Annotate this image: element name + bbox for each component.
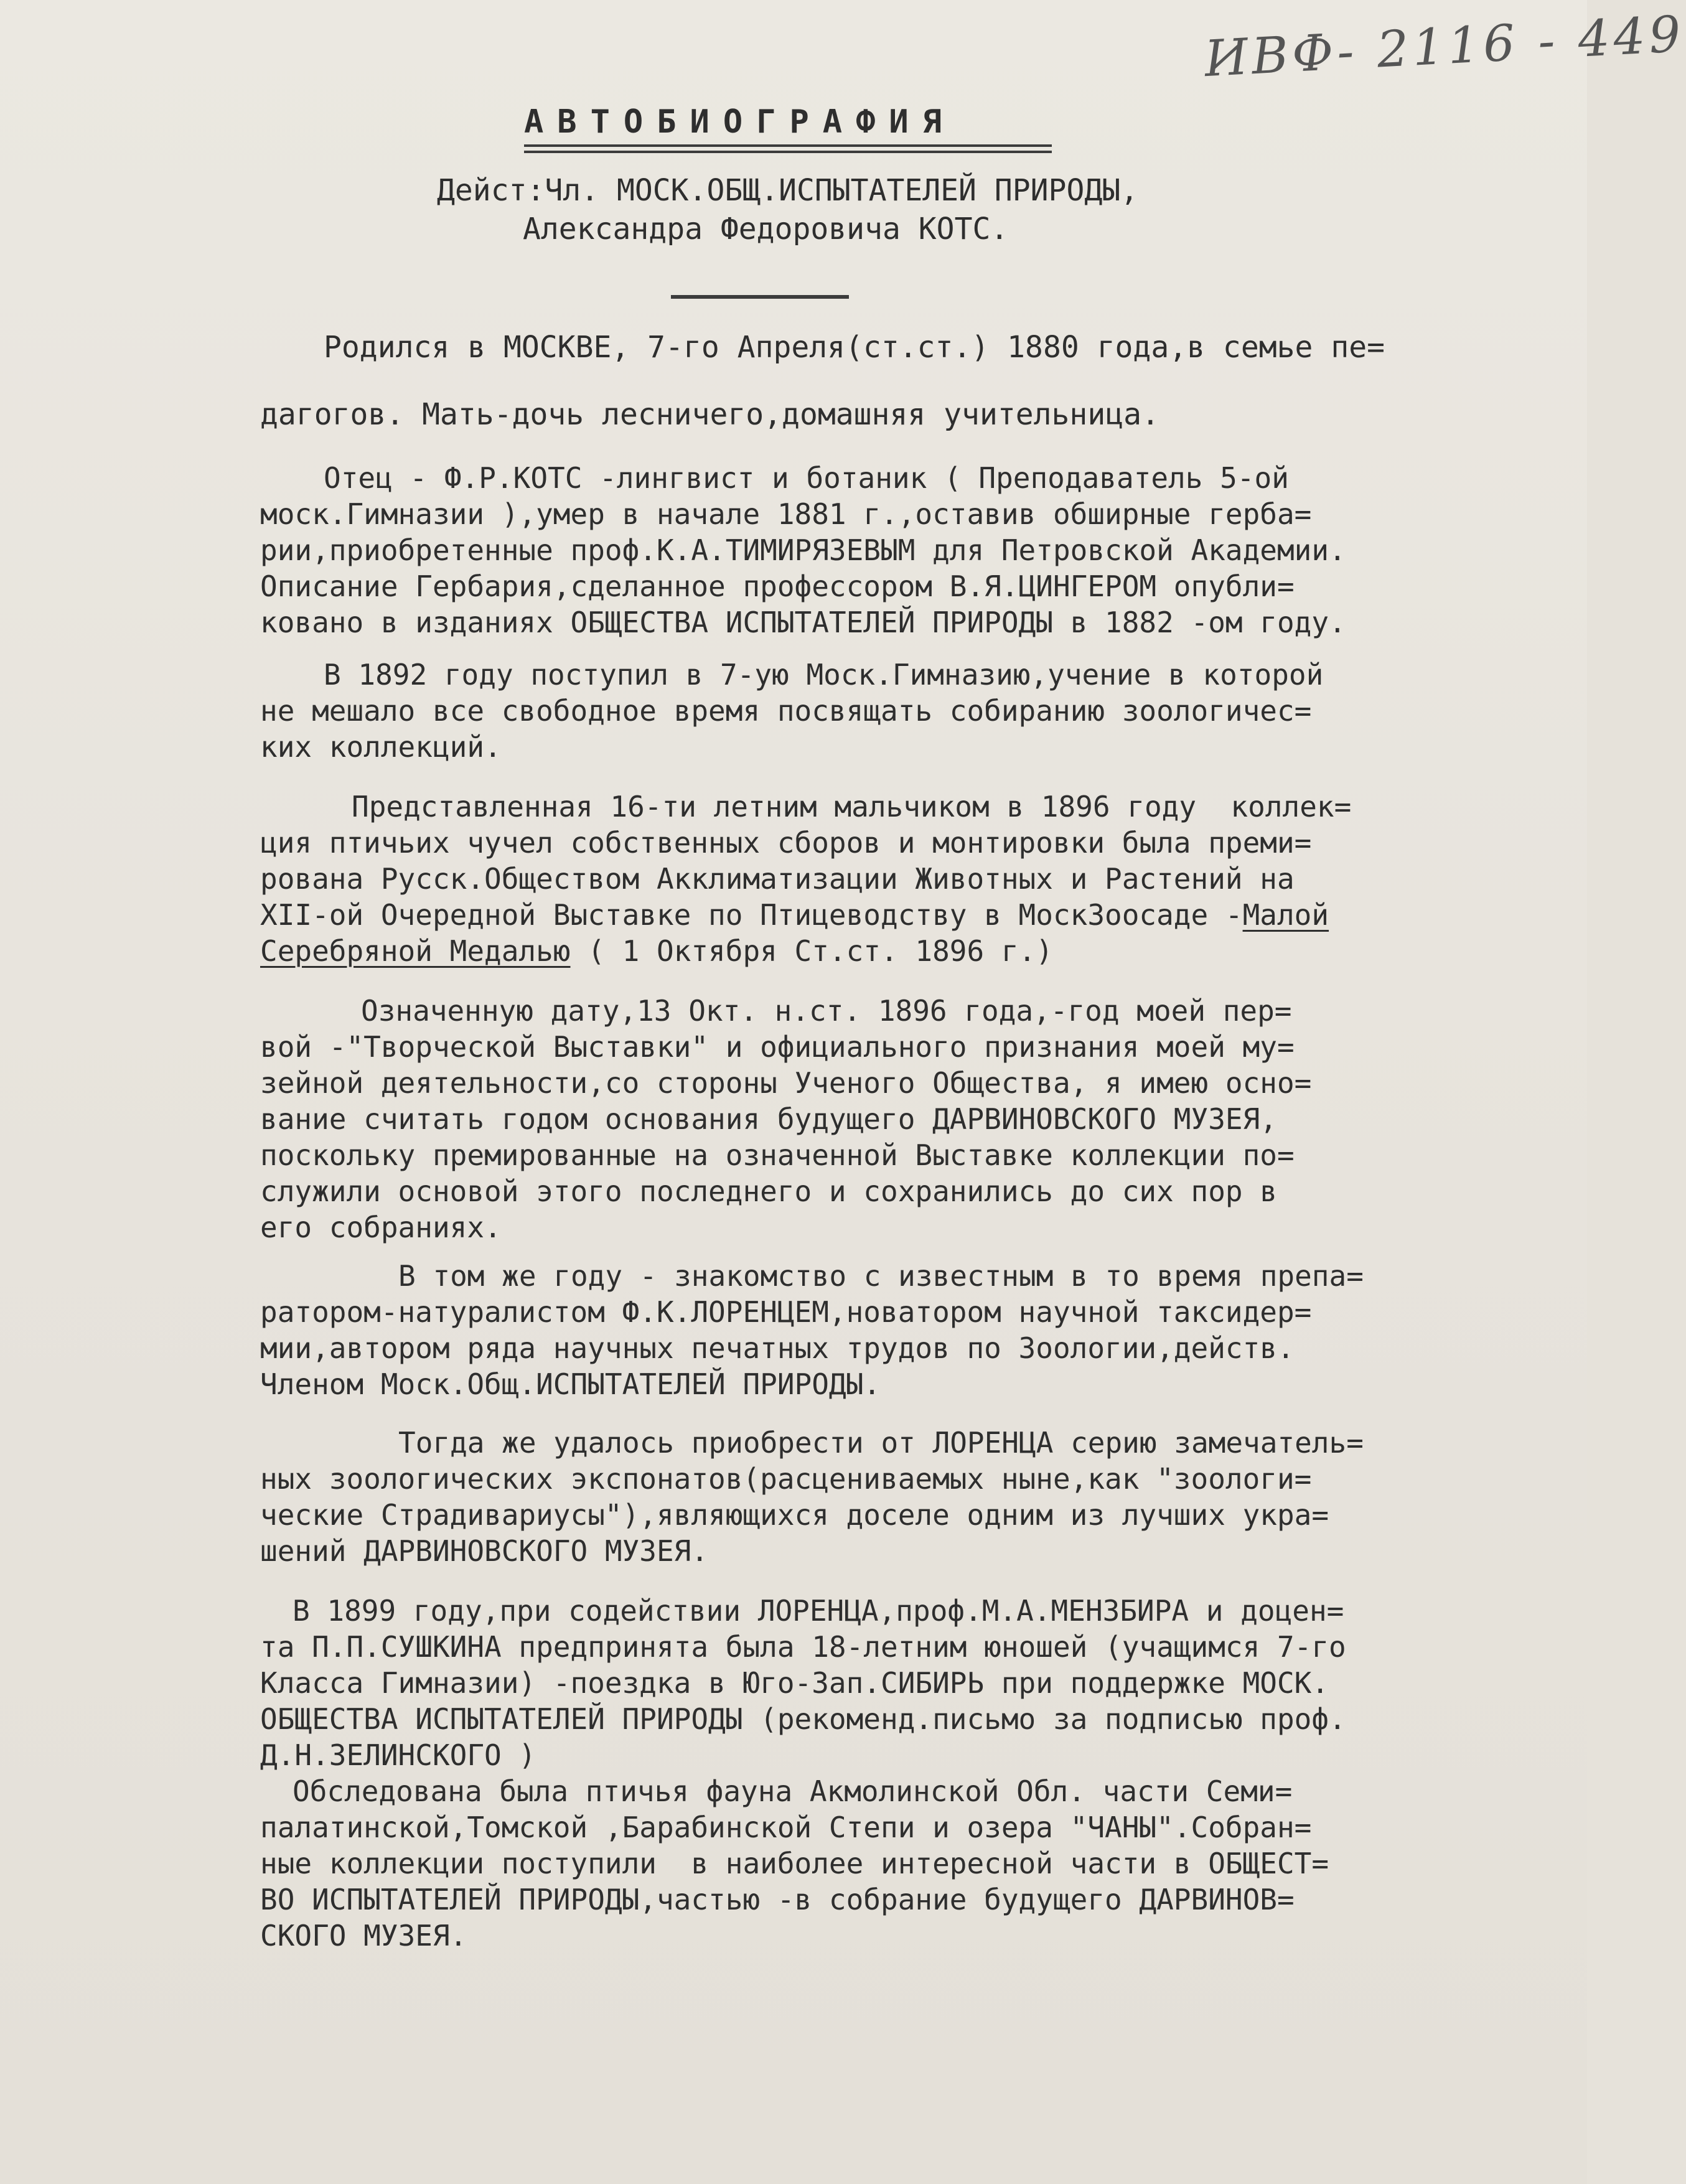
text-line: служили основой этого последнего и сохранились до сих пор в — [260, 1174, 1277, 1208]
text-line: дагогов. Мать-дочь лесничего,домашняя учительница. — [260, 397, 1159, 432]
underlined-award: Малой — [1242, 898, 1329, 932]
text-line: Д.Н.ЗЕЛИНСКОГО ) — [260, 1738, 536, 1772]
text-line: ные коллекции поступили в наиболее интересной части в ОБЩЕСТ= — [260, 1847, 1329, 1880]
text-line: ция птичьих чучел собственных сборов и монтировки была преми= — [260, 826, 1312, 860]
header-separator — [671, 295, 849, 299]
text-line: Класса Гимназии) -поездка в Юго-Зап.СИБИРЬ при поддержке МОСК. — [260, 1666, 1329, 1700]
text-segment: XII-ой Очередной Выставке по Птицеводству в МоскЗоосаде - — [260, 898, 1243, 932]
text-line: СКОГО МУЗЕЯ. — [260, 1919, 467, 1952]
text-line: ческие Страдивариусы"),являющихся доселе одним из лучших укра= — [260, 1498, 1329, 1532]
text-line: его собраниях. — [260, 1211, 502, 1244]
text-line: ковано в изданиях ОБЩЕСТВА ИСПЫТАТЕЛЕЙ ПРИРОДЫ в 1882 -ом году. — [260, 606, 1346, 639]
text-line: рии,приобретенные проф.К.А.ТИМИРЯЗЕВЫМ для Петровской Академии. — [260, 533, 1346, 567]
title-double-rule-bottom — [524, 151, 1052, 153]
text-line: Тогда же удалось приобрести от ЛОРЕНЦА серию замечатель= — [398, 1426, 1364, 1460]
text-line: ных зоологических экспонатов(расцениваемых ныне,как "зоологи= — [260, 1462, 1312, 1496]
text-line: поскольку премированные на означенной Выставке коллекции по= — [260, 1138, 1295, 1172]
text-line: Представленная 16-ти летним мальчиком в 1896 году коллек= — [352, 790, 1352, 823]
text-line: В том же году - знакомство с известным в то время препа= — [398, 1259, 1364, 1293]
text-segment: ( 1 Октября Ст.ст. 1896 г.) — [570, 934, 1053, 968]
text-line: та П.П.СУШКИНА предпринята была 18-летним юношей (учащимся 7-го — [260, 1630, 1346, 1664]
text-line: мии,автором ряда научных печатных трудов по Зоологии,действ. — [260, 1331, 1295, 1365]
text-line: ких коллекций. — [260, 730, 502, 764]
text-line: вой -"Творческой Выставки" и официального признания моей му= — [260, 1030, 1295, 1064]
text-line: моск.Гимназии ),умер в начале 1881 г.,оставив обширные герба= — [260, 497, 1312, 531]
text-line: шений ДАРВИНОВСКОГО МУЗЕЯ. — [260, 1534, 709, 1568]
text-line: рована Русск.Обществом Акклиматизации Животных и Растений на — [260, 862, 1295, 896]
text-line: В 1892 году поступил в 7-ую Моск.Гимназию,учение в которой — [324, 658, 1324, 691]
underlined-award: Серебряной Медалью — [260, 934, 571, 968]
archive-handwritten-mark: ИВФ- 2116 - 449 — [1203, 4, 1686, 88]
text-line: Родился в МОСКВЕ, 7-го Апреля(ст.ст.) 1880 года,в семье пе= — [324, 330, 1385, 365]
text-line — [260, 898, 1329, 932]
text-line: Членом Моск.Общ.ИСПЫТАТЕЛЕЙ ПРИРОДЫ. — [260, 1367, 881, 1401]
text-line: Означенную дату,13 Окт. н.ст. 1896 года,-год моей пер= — [361, 994, 1292, 1028]
text-line: ратором-натуралистом Ф.К.ЛОРЕНЦЕМ,новатором научной таксидер= — [260, 1295, 1312, 1329]
text-line: В 1899 году,при содействии ЛОРЕНЦА,проф.М.А.МЕНЗБИРА и доцен= — [293, 1594, 1344, 1628]
text-line: Отец - Ф.Р.КОТС -лингвист и ботаник ( Преподаватель 5-ой — [324, 461, 1289, 495]
title-double-rule-top — [524, 144, 1052, 147]
document-title: АВТОБИОГРАФИЯ — [524, 103, 955, 141]
text-line: не мешало все свободное время посвящать собиранию зоологичес= — [260, 694, 1312, 728]
header-subtitle-name: Александра Федоровича КОТС. — [523, 212, 1009, 246]
text-line — [260, 934, 1053, 968]
text-line: Описание Гербария,сделанное профессором В.Я.ЦИНГЕРОМ опубли= — [260, 569, 1295, 603]
text-line: вание считать годом основания будущего ДАРВИНОВСКОГО МУЗЕЯ, — [260, 1102, 1277, 1136]
header-subtitle-membership: Дейст:Чл. МОСК.ОБЩ.ИСПЫТАТЕЛЕЙ ПРИРОДЫ, — [437, 173, 1139, 208]
text-line: ВО ИСПЫТАТЕЛЕЙ ПРИРОДЫ,частью -в собрание будущего ДАРВИНОВ= — [260, 1883, 1295, 1916]
text-line: палатинской,Томской ,Барабинской Степи и озера "ЧАНЫ".Собран= — [260, 1811, 1312, 1844]
text-line: ОБЩЕСТВА ИСПЫТАТЕЛЕЙ ПРИРОДЫ (рекоменд.письмо за подписью проф. — [260, 1702, 1346, 1736]
text-line: Обследована была птичья фауна Акмолинской Обл. части Семи= — [293, 1774, 1293, 1808]
text-line: зейной деятельности,со стороны Ученого Общества, я имею осно= — [260, 1066, 1312, 1100]
